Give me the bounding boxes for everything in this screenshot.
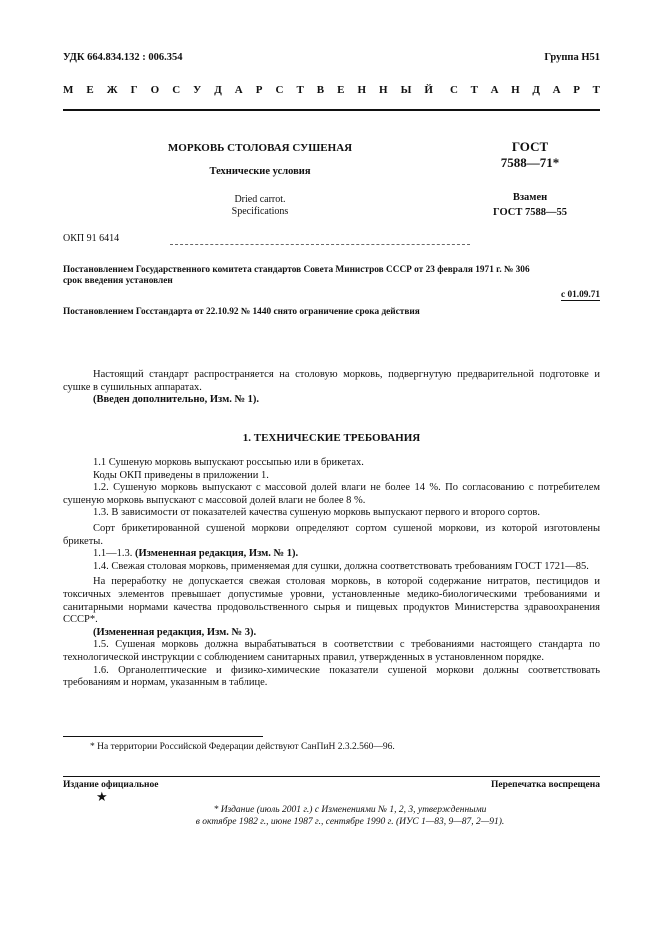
amendment-3: (Измененная редакция, Изм. № 3). [93, 626, 257, 638]
decree-text3: Постановлением Госстандарта от 22.10.92 № 1440 снято ограничение срока действия [63, 307, 420, 317]
category-letter: Г [130, 84, 138, 96]
star-icon: ★ [96, 789, 108, 804]
category-letter: В [316, 84, 325, 96]
clause-1-5: 1.5. Сушеная морковь должна вырабатываться в соответствии с требованиями настоящего стандарта по технологической инструкции с соблюдением санитарных правил, утвержденных в установленном порядке. [63, 639, 600, 663]
category-letter: Н [357, 84, 367, 96]
amendment-1-text: (Измененная редакция, Изм. № 1). [135, 548, 299, 560]
official-edition: Издание официальное [63, 780, 159, 790]
clause-1-6: 1.6. Органолептические и физико-химические показатели сушеной моркови должны соответствовать требованиям и нормам, указанным в таблице. [63, 664, 600, 689]
replaces-label: Взамен [512, 192, 548, 203]
intro [63, 369, 600, 407]
english-title-line1: Dried carrot. [234, 194, 286, 205]
group-code: Группа Н51 [544, 52, 600, 63]
decree-text1: Постановлением Государственного комитета стандартов Совета Министров СССР от 23 февраля 1971 г. № 306 [63, 265, 530, 275]
category-letter: Д [214, 84, 222, 96]
edition-note-line1: * Издание (июль 2001 г.) с Изменениями № 1, 2, 3, утвержденными [213, 805, 487, 815]
dotted-divider [170, 244, 470, 245]
category-letter: М [63, 84, 74, 96]
category-letter: Д [532, 84, 540, 96]
category-letter: С [275, 84, 284, 96]
intro-p2: (Введен дополнительно, Изм. № 1). [93, 394, 260, 406]
category-letter: Т [296, 84, 304, 96]
category-word1 [63, 84, 433, 96]
clause-1-4b: На переработку не допускается свежая столовая морковь, в которой содержание нитратов, пестицидов и токсичных элементов превышает допустимые уровни, установленные медико-биологическими требованиями и санитарными нормами качества продовольственного сырья и пищевых продуктов Министерства здравоохранения СССР*. [63, 576, 600, 626]
gost-number: 7588—71* [500, 155, 560, 170]
category-letter: Ж [106, 84, 118, 96]
category-letter: О [150, 84, 160, 96]
category-letter: С [450, 84, 458, 96]
edition-note-line2: в октябре 1982 г., июне 1987 г., сентябре 1990 г. (ИУС 1—83, 9—87, 2—91). [195, 817, 505, 827]
replaces-value: ГОСТ 7588—55 [493, 207, 567, 218]
category-letter: Ы [400, 84, 412, 96]
document-subtitle: Технические условия [209, 166, 311, 177]
gost-label: ГОСТ [511, 139, 549, 154]
decree-block [63, 265, 600, 301]
category-letter: Т [592, 84, 600, 96]
footnote-rule [63, 736, 263, 737]
amendment-1 [63, 548, 600, 561]
header-rule [63, 109, 600, 111]
clause-1-1: 1.1 Сушеную морковь выпускают россыпью или в брикетах. [93, 457, 364, 468]
intro-p1: Настоящий стандарт распространяется на столовую морковь, подвергнутую предварительной подготовке и сушке в сушильных аппаратах. [63, 369, 600, 393]
footnote: * На территории Российской Федерации действуют СанПиН 2.3.2.560—96. [90, 742, 395, 752]
reprint-notice: Перепечатка воспрещена [490, 780, 600, 790]
footer-rule [63, 776, 600, 777]
category-word2 [450, 84, 600, 96]
clause-1-3: 1.3. В зависимости от показателей качества сушеную морковь выпускают первого и второго сортов. [93, 507, 540, 519]
clause-1-1b: Коды ОКП приведены в приложении 1. [93, 469, 269, 481]
category-letter: У [193, 84, 202, 96]
category-letter: Е [86, 84, 94, 96]
decree-text2: срок введения установлен [63, 276, 173, 286]
category-letter: Р [255, 84, 263, 96]
clause-1-3b: Сорт брикетированной сушеной моркови определяют сортом сушеной моркови, из которой изготовлены брикеты. [63, 522, 600, 547]
clause-1-4: 1.4. Свежая столовая морковь, применяемая для сушки, должна соответствовать требованиям ГОСТ 1721—85. [93, 560, 589, 572]
amendment-1-range: 1.1—1.3. [93, 548, 133, 560]
category-letter: А [234, 84, 243, 96]
clause-1-2: 1.2. Сушеную морковь выпускают с массовой долей влаги не более 14 %. По согласованию с потребителем сушеную морковь выпускают с массовой долей влаги не более 8 %. [63, 482, 600, 506]
category-letter: Н [511, 84, 520, 96]
section-heading: 1. ТЕХНИЧЕСКИЕ ТРЕБОВАНИЯ [242, 432, 421, 444]
english-title-line2: Specifications [231, 206, 289, 217]
udk-code: УДК 664.834.132 : 006.354 [63, 52, 183, 63]
category-letter: Т [470, 84, 478, 96]
document-title: МОРКОВЬ СТОЛОВАЯ СУШЕНАЯ [167, 142, 353, 154]
category-letter: С [172, 84, 181, 96]
category-letter: Й [424, 84, 433, 96]
edition-note [100, 804, 600, 828]
section1-body [63, 457, 600, 690]
okp-code: ОКП 91 6414 [63, 233, 120, 244]
decree-date: с 01.09.71 [561, 290, 600, 300]
category-letter: Е [337, 84, 345, 96]
category-letter: Н [379, 84, 388, 96]
category-letter: А [552, 84, 561, 96]
category-letter: А [490, 84, 499, 96]
category-letter: Р [573, 84, 580, 96]
standard-category [63, 84, 600, 96]
